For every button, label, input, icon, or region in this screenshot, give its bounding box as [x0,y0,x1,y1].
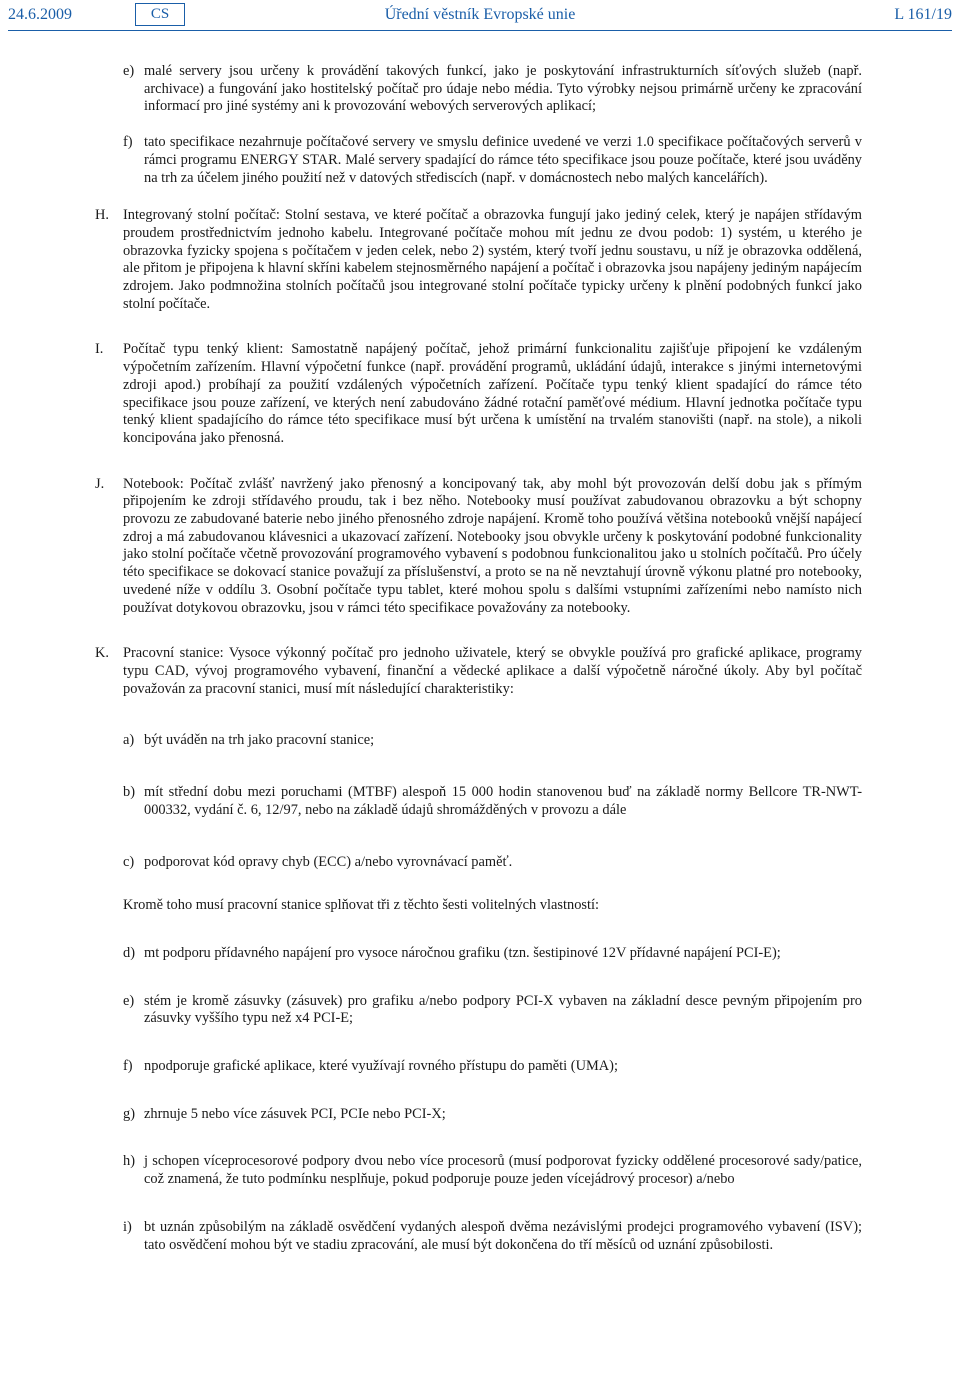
journal-title: Úřední věstník Evropské unie [384,6,576,23]
paragraph [123,897,862,915]
paragraph [95,645,862,698]
paragraph-text: mt podporu přídavného napájení pro vysoce náročnou grafiku (tzn. šestipinové 12V přídavné napájení PCI-E); [144,944,781,961]
paragraph-text: podporovat kód opravy chyb (ECC) a/nebo vyrovnávací paměť. [144,853,513,870]
paragraph-label: d) [123,944,135,961]
paragraph-text: malé servery jsou určeny k provádění takových funkcí, jako je poskytování infrastrukturních síťových služeb (např. archivace) a fungování jako hostitelský počítač pro údaje nebo média. Tyto výrobky nejsou primárně určeny ke zpracování informací pro jiné systémy ani k provozování webových serverových aplikací; [144,63,862,115]
paragraph-label: I. [95,341,104,358]
paragraph-label: b) [123,784,135,801]
paragraph-label: H. [95,207,109,224]
paragraph [95,475,862,618]
paragraph-label: i) [123,1218,132,1235]
paragraph-text: tato specifikace nezahrnuje počítačové servery ve smyslu definice uvedené ve verzi 1.0 specifikace počítačových serverů v rámci programu ENERGY STAR. Malé servery spadající do rámce této specifikace jsou pouze počítače, které jsou uváděny na trh za účelem jiného použití než v datových střediscích (např. v domácnostech nebo malých kancelářích). [144,134,862,186]
paragraph-label: h) [123,1153,135,1170]
paragraph-text: stém je kromě zásuvky (zásuvek) pro grafiku a/nebo podpory PCI-X vybaven na základní desce pevným připojením pro zásuvky vyššího typu než x4 PCI-E; [144,992,862,1027]
paragraph-label: f) [123,134,133,151]
paragraph-text: Kromě toho musí pracovní stanice splňovat tři z těchto šesti volitelných vlastností: [123,897,600,914]
paragraph [123,1105,862,1124]
paragraph [123,732,862,750]
paragraph-label: J. [95,475,105,492]
paragraph [95,341,862,447]
paragraph-label: e) [123,992,135,1009]
paragraph-text: Notebook: Počítač zvlášť navržený jako přenosný a koncipovaný tak, aby mohl být provozován delší dobu jak s přímým připojením ke zdroji střídavého proudu, tak i bez něho. Notebooky musí používat zabudovanou obrazovku a být schopny provozu ze zabudované baterie nebo jiného přenosného zdroje napájení. Kromě toho používá většina notebooků vnější napájecí zdroj a má zabudovanou klávesnici a ukazovací zařízení. Notebooky jsou obvykle určeny k poskytování podobné funkcionality jako stolní počítače včetně provozování programového vybavení s podobnou funkcionalitou jako u stolních počítačů. Pro účely této specifikace se dokovací stanice považují za příslušenství, a proto se na ně nevztahují úrovně výkonu platné pro notebooky, uvedené níže v oddílu 3. Osobní počítače typu tablet, které mohou spolu s dalšími vstupními zařízeními nebo namísto nich používat dotykovou obrazovku, jsou v rámci této specifikace považovány za notebooky. [123,475,862,616]
paragraph-label: e) [123,63,135,79]
journal-header [0,0,960,40]
paragraph-label: K. [95,645,109,662]
paragraph [123,63,862,116]
paragraph [123,992,862,1028]
paragraph [123,944,862,963]
paragraph-text: Pracovní stanice: Vysoce výkonný počítač pro jednoho uživatele, který se obvykle používá pro grafické aplikace, programy typu CAD, vývoj programového vybavení, finanční a vědecké aplikace a další výpočetně náročné úkoly. Aby byl počítač považován za pracovní stanici, musí mít následující charakteristiky: [123,645,862,697]
paragraph-label: g) [123,1105,135,1122]
paragraph-label: c) [123,853,135,870]
paragraph-text: bt uznán způsobilým na základě osvědčení vydaných alespoň dvěma nezávislými prodejci programového vybavení (ISV); tato osvědčení mohou být ve stadiu zpracování, ale musí být dokončena do tří měsíců od uznání způsobilosti. [144,1218,862,1253]
paragraph-text: Počítač typu tenký klient: Samostatně napájený počítač, jehož primární funkcionalitu zajišťuje připojení ke vzdáleným výpočetním zařízením. Hlavní výpočetní funkce (např. provádění programů, ukládání údajů, interakce s jinými internetovými zdroji apod.) probíhají za použití vzdálených výpočetních zařízení. Počítače typu tenký klient spadající do rámce této specifikace jsou pouze zařízení, ve kterých není zabudováno žádné rotační paměťové médium. Hlavní jednotka počítače typu tenký klient spadajícího do rámce této specifikace musí být určena k umístění na trvalém stanovišti (např. na stole), a nikoli koncipována jako přenosná. [123,341,862,446]
paragraph-text: mít střední dobu mezi poruchami (MTBF) alespoň 15 000 hodin stanovenou buď na základě normy Bellcore TR-NWT-000332, vydání č. 6, 12/97, nebo na základě údajů shromážděných v provozu a dále [144,784,862,818]
paragraph [123,784,862,819]
paragraph-text: j schopen víceprocesorové podpory dvou nebo více procesorů (musí podporovat fyzicky oddělené procesorové sady/patice, což znamená, že tuto podmínku nesplňuje, pokud podporuje pouze jeden vícejádrový procesor) a/nebo [144,1153,862,1188]
paragraph-text: zhrnuje 5 nebo více zásuvek PCI, PCIe nebo PCI-X; [144,1105,446,1122]
paragraph [123,1218,862,1254]
publication-date: 24.6.2009 [8,6,72,23]
page-reference: L 161/19 [894,6,952,23]
header-divider [8,30,952,31]
paragraph-label: f) [123,1058,133,1075]
paragraph [123,1058,862,1076]
paragraph [123,1153,862,1188]
paragraph [95,207,862,313]
paragraph [123,853,862,872]
document-body [0,63,960,1254]
paragraph-label: a) [123,732,135,749]
paragraph-text: npodporuje grafické aplikace, které využívají rovného přístupu do paměti (UMA); [144,1058,618,1075]
paragraph [123,134,862,187]
paragraph-text: být uváděn na trh jako pracovní stanice; [144,732,375,749]
paragraph-text: Integrovaný stolní počítač: Stolní sestava, ve které počítač a obrazovka fungují jako jediný celek, který je napájen střídavým proudem prostřednictvím jednoho kabelu. Integrované počítače mohou mít jednu ze dvou podob: 1) systém, u kterého je obrazovka fyzicky spojena s počítačem v jeden celek, nebo 2) systém, který tvoří jednu soustavu, u níž je obrazovka oddělená, ale přitom je připojena k hlavní skříni kabelem stejnosměrného napájení a počítač i obrazovka jsou napájeny jediným napájecím zdrojem. Jako podmnožina stolních počítačů jsou integrované stolní počítače typicky určeny k plnění podobných funkcí jako stolní počítače. [123,207,862,312]
language-badge: CS [135,3,185,26]
